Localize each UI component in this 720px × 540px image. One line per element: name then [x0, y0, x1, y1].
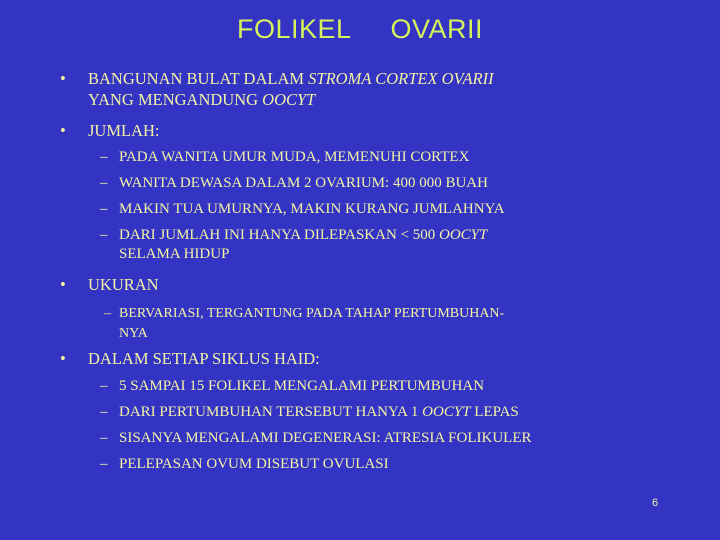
- bullet-text: UKURAN: [88, 275, 159, 294]
- sub-dash: –: [100, 201, 108, 217]
- bullet-text: JUMLAH:: [88, 121, 160, 140]
- sub-text: SISANYA MENGALAMI DEGENERASI: ATRESIA FOLIKULER: [119, 430, 532, 446]
- sub-text: [119, 304, 689, 344]
- bullet-text-part: BANGUNAN BULAT DALAM: [88, 69, 309, 88]
- bullet-dot: •: [60, 69, 66, 88]
- sub-dash: –: [100, 227, 108, 243]
- bullet-text-italic: OOCYT: [262, 90, 316, 109]
- bullet-dot: •: [60, 275, 66, 294]
- sub-dash: –: [100, 149, 108, 165]
- sub-text-part: LEPAS: [470, 404, 519, 420]
- sub-text-part: NYA: [119, 326, 148, 341]
- sub-dash: –: [100, 404, 108, 420]
- sub-text-italic: OOCYT: [439, 227, 488, 243]
- bullet-dot: •: [60, 349, 66, 368]
- sub-text-part: BERVARIASI, TERGANTUNG PADA TAHAP PERTUMBUHAN-: [119, 306, 505, 321]
- sub-dash: –: [100, 456, 108, 472]
- bullet-dot: •: [60, 121, 66, 140]
- sub-text: 5 SAMPAI 15 FOLIKEL MENGALAMI PERTUMBUHAN: [119, 378, 485, 394]
- sub-dash: –: [104, 306, 111, 321]
- sub-text: MAKIN TUA UMURNYA, MAKIN KURANG JUMLAHNYA: [119, 201, 505, 217]
- bullet-text: [88, 68, 688, 110]
- sub-dash: –: [100, 378, 108, 394]
- sub-dash: –: [100, 175, 108, 191]
- sub-text-italic: OOCYT: [422, 404, 471, 420]
- sub-text-part: SELAMA HIDUP: [119, 246, 230, 262]
- bullet-text: DALAM SETIAP SIKLUS HAID:: [88, 349, 320, 368]
- sub-text-part: DARI PERTUMBUHAN TERSEBUT HANYA 1: [119, 404, 423, 420]
- bullet-text-italic: STROMA CORTEX OVARII: [308, 69, 494, 88]
- sub-text-part: DARI JUMLAH INI HANYA DILEPASKAN < 500: [119, 227, 439, 243]
- slide-title: FOLIKEL OVARII: [236, 14, 484, 44]
- sub-text: [119, 403, 689, 422]
- sub-text: [119, 226, 689, 264]
- sub-text: WANITA DEWASA DALAM 2 OVARIUM: 400 000 BUAH: [119, 175, 488, 191]
- bullet-text-part: YANG MENGANDUNG: [88, 90, 263, 109]
- sub-text: PELEPASAN OVUM DISEBUT OVULASI: [119, 456, 389, 472]
- page-number: 6: [652, 497, 659, 509]
- sub-dash: –: [100, 430, 108, 446]
- sub-text: PADA WANITA UMUR MUDA, MEMENUHI CORTEX: [119, 149, 470, 165]
